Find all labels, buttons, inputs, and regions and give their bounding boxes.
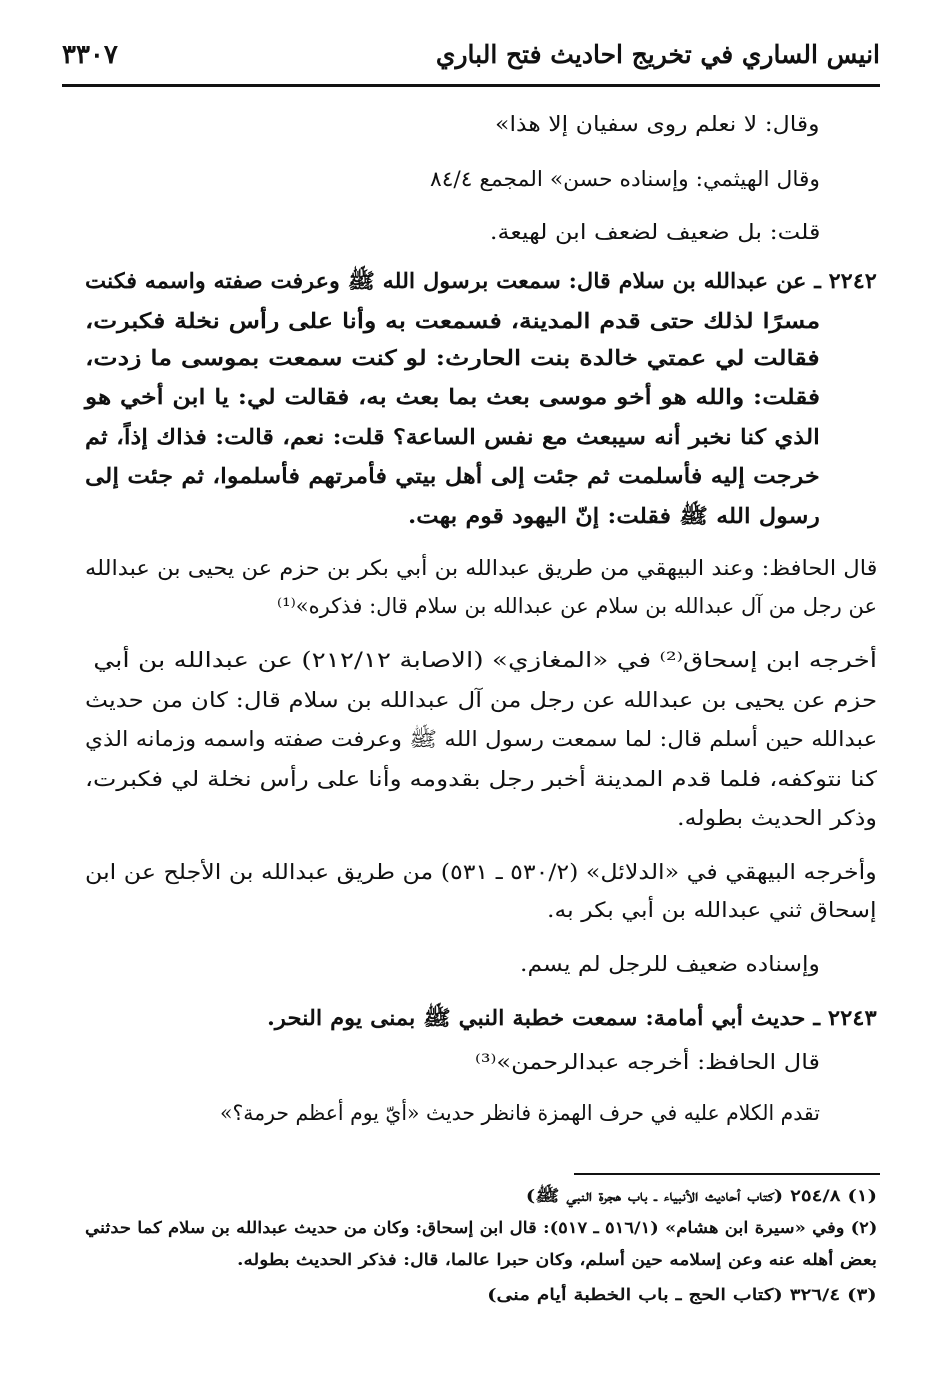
text-line: إسحاق ثني عبدالله بن أبي بكر به.	[547, 898, 877, 922]
text-line: وأخرجه البيهقي في «الدلائل» (٥٣٠/٢ ـ ٥٣١) من طريق عبدالله بن الأجلح عن ابن	[85, 860, 877, 884]
footnote-rule	[574, 1173, 880, 1175]
text-line: تقدم الكلام عليه في حرف الهمزة فانظر حديث «أيّ يوم أعظم حرمة؟»	[220, 1101, 820, 1125]
footnote-line: (٢) وفي «سيرة ابن هشام» (٥١٦/١ ـ ٥١٧): قال ابن إسحاق: وكان من حديث عبدالله بن سلام كما حدثني	[84, 1218, 877, 1237]
footnote-line: (٣) ٣٢٦/٤ (كتاب الحج ـ باب الخطبة أيام منى)	[487, 1285, 877, 1304]
text-line: قال الحافظ: أخرجه عبدالرحمن»⁽³⁾	[474, 1050, 820, 1074]
page-number: ٣٣٠٧	[62, 40, 118, 70]
running-title: انيس الساري في تخريج احاديث فتح الباري	[435, 40, 880, 69]
text-line: فقالت لي عمتي خالدة بنت الحارث: لو كنت سمعت بموسى ما زدت،	[85, 345, 820, 370]
text-line: قلت: بل ضعيف لضعف ابن لهيعة.	[489, 220, 820, 244]
text-line: وقال: لا نعلم روى سفيان إلا هذا»	[495, 112, 820, 136]
text-line: كنا نتوكفه، فلما قدم المدينة أخبر رجل بقدومه وأنا على رأس نخلة لي فكبرت،	[85, 767, 877, 791]
text-line: الذي كنا نخبر أنه سيبعث مع نفس الساعة؟ قلت: نعم، قالت: فذاك إذاً، ثم	[85, 424, 820, 449]
text-line: أخرجه ابن إسحاق⁽²⁾ في «المغازي» (الاصابة ٢١٢/١٢) عن عبدالله بن أبي	[93, 648, 877, 672]
page-header	[62, 40, 880, 80]
text-line: وقال الهيثمي: وإسناده حسن» المجمع ٨٤/٤	[430, 167, 820, 191]
text-line: عن رجل من آل عبدالله بن سلام عن عبدالله بن سلام قال: فذكره»⁽¹⁾	[276, 594, 877, 618]
text-line: خرجت إليه فأسلمت ثم جئت إلى أهل بيتي فأمرتهم فأسلموا، ثم جئت إلى	[85, 463, 820, 488]
text-line: وذكر الحديث بطوله.	[677, 806, 877, 830]
footnote-line: (١) ٢٥٤/٨ (كتاب أحاديث الأنبياء ـ باب هجرة النبي ﷺ)	[525, 1186, 877, 1205]
text-line: عبدالله حين أسلم قال: لما سمعت رسول الله ﷺ وعرفت صفته واسمه وزمانه الذي	[84, 727, 877, 751]
text-line: قال الحافظ: وعند البيهقي من طريق عبدالله بن أبي بكر بن حزم عن يحيى بن عبدالله	[84, 556, 877, 580]
text-line: حزم عن يحيى بن عبدالله عن رجل من آل عبدالله بن سلام قال: كان من حديث	[84, 688, 877, 712]
text-line: فقلت: والله هو أخو موسى بعث بما بعث به، فقالت لي: يا ابن أخي هو	[84, 384, 820, 409]
text-line: رسول الله ﷺ فقلت: إنّ اليهود قوم بهت.	[408, 503, 820, 528]
text-line: ٢٢٤٢ ـ عن عبدالله بن سلام قال: سمعت برسول الله ﷺ وعرفت صفته واسمه فكنت	[85, 268, 877, 293]
text-line: وإسناده ضعيف للرجل لم يسم.	[520, 952, 820, 976]
footnote-line: بعض أهله عنه وعن إسلامه حين أسلم، وكان حبرا عالما، قال: فذكر الحديث بطوله.	[237, 1250, 877, 1269]
header-rule	[62, 84, 880, 87]
text-line: مسرًا لذلك حتى قدم المدينة، فسمعت به وأنا على رأس نخلة فكبرت،	[84, 308, 820, 333]
text-line: ٢٢٤٣ ـ حديث أبي أمامة: سمعت خطبة النبي ﷺ بمنى يوم النحر.	[267, 1005, 877, 1030]
